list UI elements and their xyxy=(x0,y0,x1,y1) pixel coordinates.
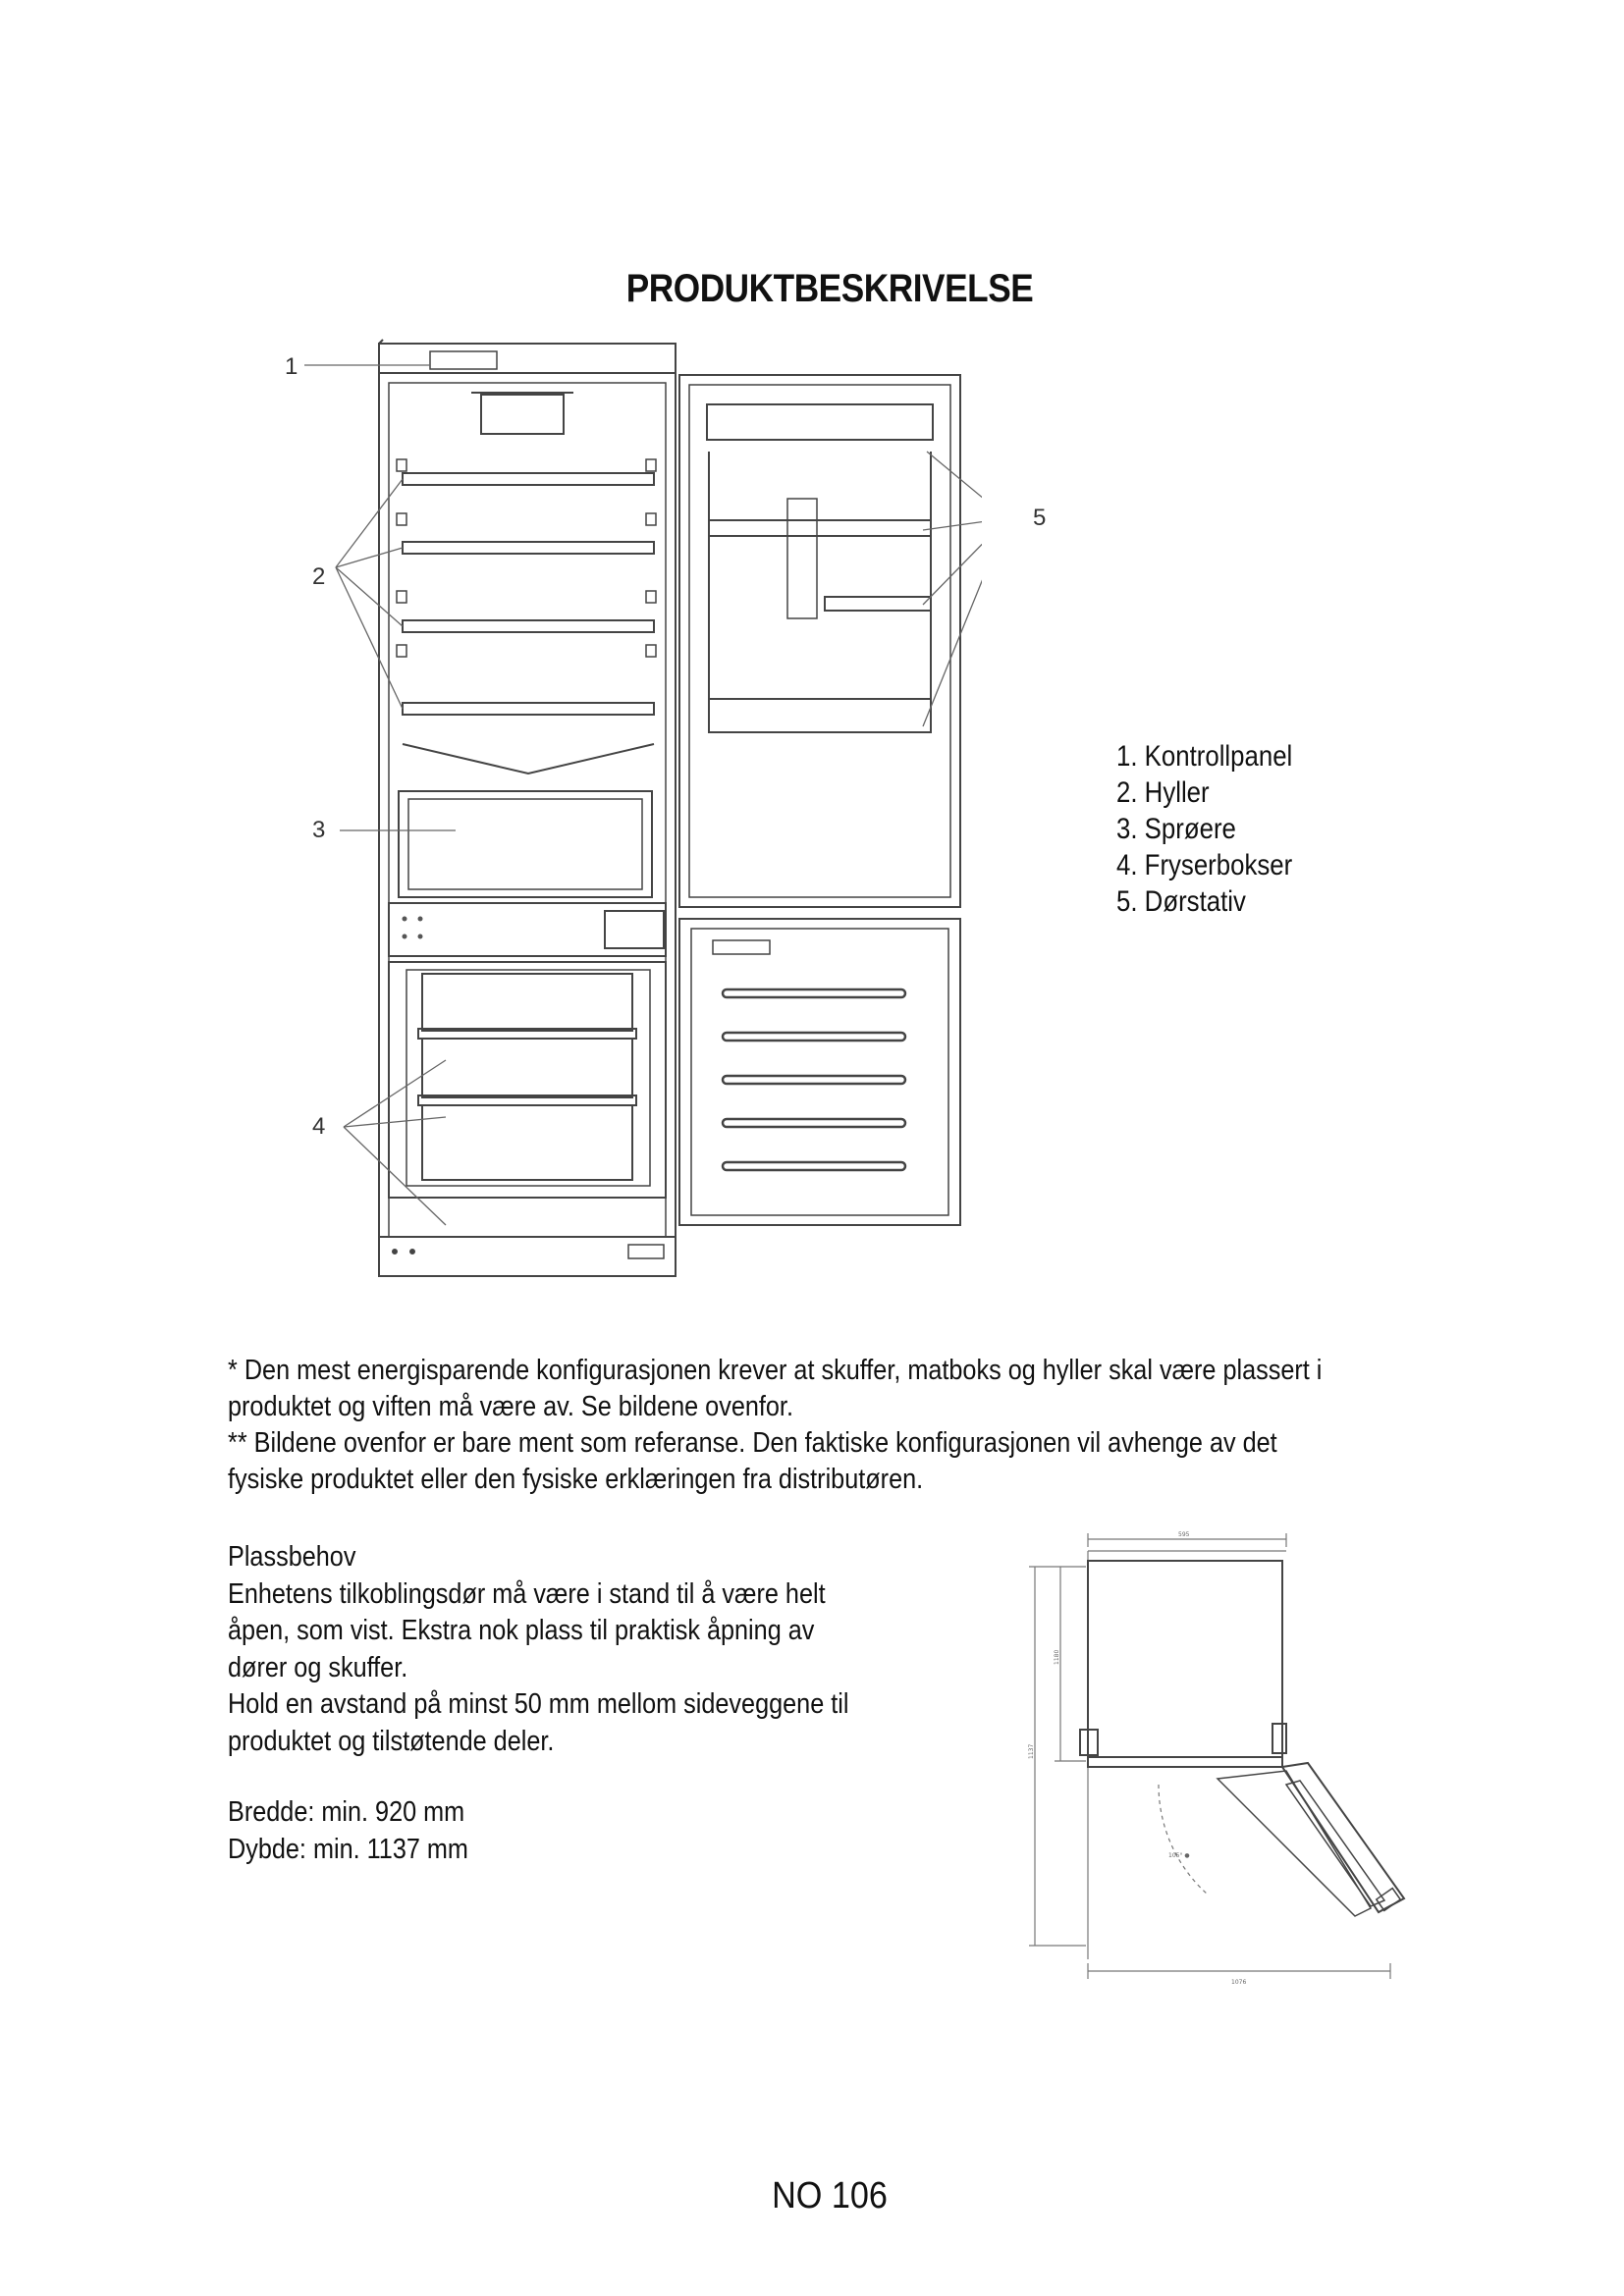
callout-5: 5 xyxy=(1033,505,1047,531)
legend-item: 4. Fryserbokser xyxy=(1116,849,1293,881)
plan-label-top: 595 xyxy=(1178,1531,1190,1538)
parts-legend xyxy=(1116,738,1321,920)
note-line: produktet og viften må være av. Se bildene ovenfor. xyxy=(228,1391,793,1422)
callout-3: 3 xyxy=(312,817,326,843)
callout-2: 2 xyxy=(312,563,326,590)
legend-item: 1. Kontrollpanel xyxy=(1116,740,1293,773)
note-line: * Den mest energisparende konfigurasjonen krever at skuffer, matboks og hyller skal være plassert i xyxy=(228,1355,1323,1386)
plan-label-angle: 105° ● xyxy=(1168,1852,1190,1859)
space-line: dører og skuffer. xyxy=(228,1651,408,1683)
plan-label-left-height: 1137 xyxy=(1028,1743,1035,1759)
note-line: ** Bildene ovenfor er bare ment som referanse. Den faktiske konfigurasjonen vil avhenge av det xyxy=(228,1427,1277,1459)
fridge-product-illustration xyxy=(275,334,982,1335)
note-line: fysiske produktet eller den fysiske erklæringen fra distributøren. xyxy=(228,1464,924,1495)
space-requirements xyxy=(228,1539,974,1868)
space-line: Enhetens tilkoblingsdør må være i stand til å være helt xyxy=(228,1577,826,1610)
legend-item: 5. Dørstativ xyxy=(1116,885,1246,918)
door-opening-plan-drawing xyxy=(1021,1527,1434,1989)
configuration-notes xyxy=(228,1353,1504,1498)
page-title: PRODUKTBESKRIVELSE xyxy=(625,267,1034,310)
space-line: åpen, som vist. Ekstra nok plass til praktisk åpning av xyxy=(228,1615,815,1646)
callout-4: 4 xyxy=(312,1113,326,1140)
depth-requirement: Dybde: min. 1137 mm xyxy=(228,1833,468,1865)
legend-item: 3. Sprøere xyxy=(1116,813,1236,845)
callout-1: 1 xyxy=(285,353,298,380)
page-number: NO 106 xyxy=(772,2175,888,2216)
legend-item: 2. Hyller xyxy=(1116,776,1210,809)
width-requirement: Bredde: min. 920 mm xyxy=(228,1796,465,1828)
plan-label-right-height: 1180 xyxy=(1054,1649,1060,1665)
space-line: Hold en avstand på minst 50 mm mellom sideveggene til xyxy=(228,1688,849,1720)
plan-label-bottom: 1076 xyxy=(1231,1979,1247,1986)
space-line: produktet og tilstøtende deler. xyxy=(228,1725,555,1757)
space-heading: Plassbehov xyxy=(228,1541,356,1573)
